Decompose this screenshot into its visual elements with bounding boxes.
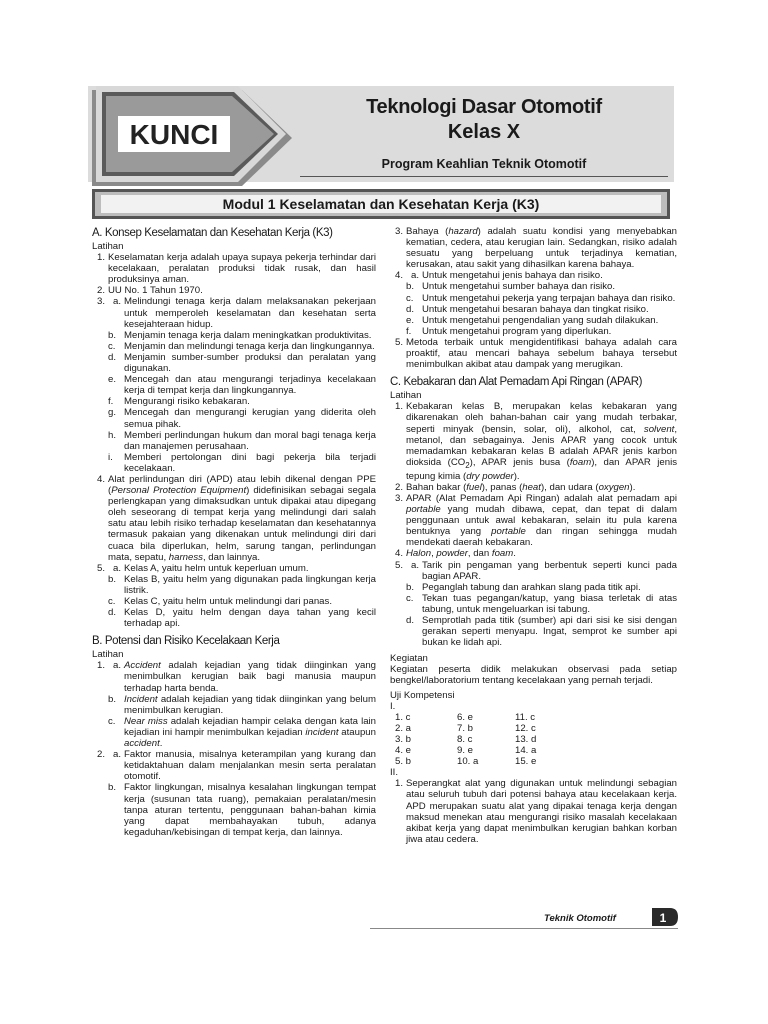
- list-item: 4. a. Untuk mengetahui jenis bahaya dan risiko.: [395, 270, 603, 282]
- answer-item: 4. e: [395, 745, 412, 757]
- page-number: 1: [659, 911, 667, 925]
- list-item: b. Peganglah tabung dan arahkan slang pada titik api.: [406, 581, 641, 593]
- list-item: c. Menjamin dan melindungi tenaga kerja dan lingkungannya.: [108, 340, 375, 352]
- list-item: 2. Bahan bakar (fuel), panas (heat), dan udara (oxygen).: [395, 481, 636, 493]
- list-item: 3. a. Melindungi tenaga kerja dalam melaksanakan pekerjaan untuk memperoleh keselamatan dan kesehatan serta kesejahteraan hidup.: [97, 296, 376, 330]
- answer-item: 1. c: [395, 711, 411, 723]
- list-item: c. Kelas C, yaitu helm untuk melindungi dari panas.: [108, 596, 332, 607]
- answer-item: 10. a: [457, 756, 479, 768]
- list-item: b. Kelas B, yaitu helm yang digunakan pada lingkungan kerja listrik.: [108, 573, 376, 596]
- answer-item: 13. d: [515, 733, 537, 745]
- list-item: g. Mencegah dan mengurangi kerugian yang diderita oleh semua pihak.: [108, 407, 376, 430]
- list-item: 3. Bahaya (hazard) adalah suatu kondisi yang menyebabkan kematian, cedera, atau kerugian lain. Sedangkan, risiko adalah sesuatu yang berpeluang untuk terjadinya kematian, kerusakan, atau sakit yang dihasilkan karena bahaya.: [395, 226, 677, 271]
- footer-rule: [370, 928, 678, 929]
- list-item: e. Untuk mengetahui pengendalian yang sudah dilakukan.: [406, 314, 659, 326]
- answer-item: 8. c: [457, 733, 473, 745]
- list-item: 2. a. Faktor manusia, misalnya keterampilan yang kurang dan ketidaktahuan dalam menjalankan mesin serta peralatan otomotif.: [97, 749, 376, 783]
- answer-item: 9. e: [457, 745, 474, 757]
- right-column: [390, 226, 677, 845]
- page-number-tab: [652, 908, 678, 926]
- list-item: c. Tekan tuas pegangan/katup, yang biasa terletak di atas tabung, untuk mengeluarkan isi tabung.: [406, 592, 677, 615]
- program-subtitle: Program Keahlian Teknik Otomotif: [381, 157, 587, 171]
- list-item: c. Near miss adalah kejadian hampir celaka dengan kata lain kejadian ini hampir menimbulkan kejadian incident ataupun accident.: [108, 715, 377, 750]
- list-item: 5. a. Tarik pin pengaman yang berbentuk seperti kunci pada bagian APAR.: [395, 559, 677, 582]
- list-item: 4. Halon, powder, dan foam.: [395, 548, 516, 560]
- book-class: Kelas X: [447, 121, 521, 143]
- list-item: d. Menjamin sumber-sumber produksi dan peralatan yang digunakan.: [108, 351, 376, 375]
- list-item: b. Menjamin tenaga kerja dalam meningkatkan produktivitas.: [108, 329, 372, 341]
- list-item: 2. UU No. 1 Tahun 1970.: [97, 285, 203, 297]
- list-item: b. Incident adalah kejadian yang tidak diinginkan yang belum menimbulkan kerugian.: [108, 693, 376, 716]
- answer-item: 15. e: [515, 756, 537, 768]
- section-b-title: B. Potensi dan Risiko Kecelakaan Kerja: [92, 635, 280, 648]
- list-item: 3. APAR (Alat Pemadam Api Ringan) adalah alat pemadam api portable yang mudah dibawa, cepat, dan tepat di dalam penggunaan untuk awal kebakaran, selain itu pula karena bentuknya yang portable dan ringan sehingga mudah mendekati daerah kebakaran.: [395, 492, 677, 549]
- list-item: f. Untuk mengetahui program yang diperlukan.: [406, 325, 612, 337]
- section-b-label: Latihan: [92, 649, 124, 661]
- list-item: b. Faktor lingkungan, misalnya kesalahan lingkungan tempat kerja (susunan tata ruang), pemakaian peralatan/mesin tanpa aturan tertentu, penggunaan bahan-bahan kimia yang dapat membahayakan tubuh, adanya kegaduhan/kebisingan di tempat kerja, dan lainnya.: [108, 782, 376, 838]
- list-item: 1. Seperangkat alat yang digunakan untuk melindungi sebagian atau seluruh tubuh dari potensi bahaya atau kecelakaan kerja. APD merupakan suatu alat yang dipakai tenaga kerja dengan maksud menekan atau mengurangi risiko masalah kecelakaan akibat kerja yang dapat menimbulkan kerugian bahkan korban jiwa atau cedera.: [395, 778, 677, 845]
- modul-title: Modul 1 Keselamatan dan Kesehatan Kerja (K3): [101, 195, 661, 213]
- list-item: 4. Alat perlindungan diri (APD) atau lebih dikenal dengan PPE (Personal Protection Equipment) didefinisikan sebagai segala perlengkapan yang dimaksudkan untuk dipakai atau dipegang oleh seseorang di tempat kerja yang melindungi dari salah satu atau lebih risiko terhadap keselamatan dan kesehatannya termasuk pakaian yang dikenakan untuk melindungi diri dari cuaca bila diperlukan, helm, sarung tangan, perlindungan mata, sepatu, harness, dan lainnya.: [97, 473, 376, 563]
- answer-item: 11. c: [515, 711, 536, 723]
- section-c-label: Latihan: [390, 390, 422, 402]
- answer-item: 12. c: [515, 722, 536, 734]
- section-c-title: C. Kebakaran dan Alat Pemadam Api Ringan (APAR): [390, 376, 643, 389]
- left-column: [92, 226, 376, 838]
- list-item: 1. Keselamatan kerja adalah upaya supaya pekerja terhindar dari kecelakaan, peralatan produksi tidak rusak, dan hasil produksinya aman.: [97, 252, 376, 286]
- roman-ii: II.: [390, 767, 398, 779]
- answer-item: 14. a: [515, 745, 537, 757]
- list-item: 1. Kebakaran kelas B, merupakan kelas kebakaran yang dikarenakan oleh bahan-bahan cair yang mudah terbakar, seperti minyak (bensin, solar, oli), alkohol, cat, solvent, metanol, dan sebagainya. Jenis APAR yang cocok untuk memadamkan kebakaran kelas B adalah APAR jenis karbon dioksida $(CO_2)$, APAR jenis busa (foam), dan APAR jenis tepung kimia (dry powder).: [395, 401, 677, 482]
- modul-banner: [92, 189, 670, 219]
- list-item: d. Semprotlah pada titik (sumber) api dari sisi ke sisi dengan gerakan seperti menyapu. Ingat, semprot ke sumber api bukan ke lidah api.: [406, 615, 677, 649]
- list-item: i. Memberi pertolongan dini bagi pekerja bila terjadi kecelakaan.: [108, 451, 376, 474]
- roman-i: I.: [390, 700, 396, 712]
- answer-item: 3. b: [395, 733, 412, 745]
- section-a-title: A. Konsep Keselamatan dan Kesehatan Kerja (K3): [92, 227, 333, 239]
- book-title: Teknologi Dasar Otomotif: [366, 96, 602, 118]
- answer-key-grid: [390, 712, 677, 767]
- answer-item: 6. e: [457, 711, 474, 723]
- kegiatan-text: Kegiatan peserta didik melakukan observasi pada setiap bengkel/laboratorium tentang kecelakaan yang pernah terjadi.: [390, 664, 677, 687]
- answer-item: 7. b: [457, 722, 474, 734]
- list-item: b. Untuk mengetahui sumber bahaya dan risiko.: [406, 281, 616, 293]
- list-item: f. Mengurangi risiko kebakaran.: [108, 396, 250, 408]
- uji-kompetensi-label: Uji Kompetensi: [390, 689, 455, 701]
- list-item: h. Memberi perlindungan hukum dan moral bagi tenaga kerja dan manajemen perusahaan.: [108, 429, 376, 452]
- list-item: c. Untuk mengetahui pekerja yang terpajan bahaya dan risiko.: [406, 292, 676, 304]
- kunci-logo-text: KUNCI: [129, 119, 219, 150]
- subtitle-rule: [300, 176, 668, 177]
- list-item: d. Untuk mengetahui besaran bahaya dan tingkat risiko.: [406, 303, 649, 315]
- kegiatan-label: Kegiatan: [390, 653, 428, 665]
- list-item: 1. a. Accident adalah kejadian yang tidak diinginkan yang menimbulkan kerugian baik bagi manusia maupun terhadap harta benda.: [97, 660, 376, 694]
- list-item: d. Kelas D, yaitu helm dengan daya tahan yang kecil terhadap api.: [108, 607, 376, 630]
- section-a-label: Latihan: [92, 241, 124, 252]
- list-item: e. Mencegah dan atau mengurangi terjadinya kecelakaan kerja di tempat kerja dan lingkungannya.: [108, 374, 376, 397]
- kunci-logo: [92, 82, 292, 186]
- footer-book-name: Teknik Otomotif: [544, 913, 616, 924]
- list-item: 5. Metoda terbaik untuk mengidentifikasi bahaya adalah cara proaktif, atau mencari bahaya sebelum bahaya tersebut menimbulkan akibat atau dampak yang merugikan.: [395, 336, 677, 371]
- answer-item: 2. a: [395, 722, 412, 734]
- list-item: 5. a. Kelas A, yaitu helm untuk keperluan umum.: [97, 562, 309, 574]
- answer-item: 5. b: [395, 756, 412, 768]
